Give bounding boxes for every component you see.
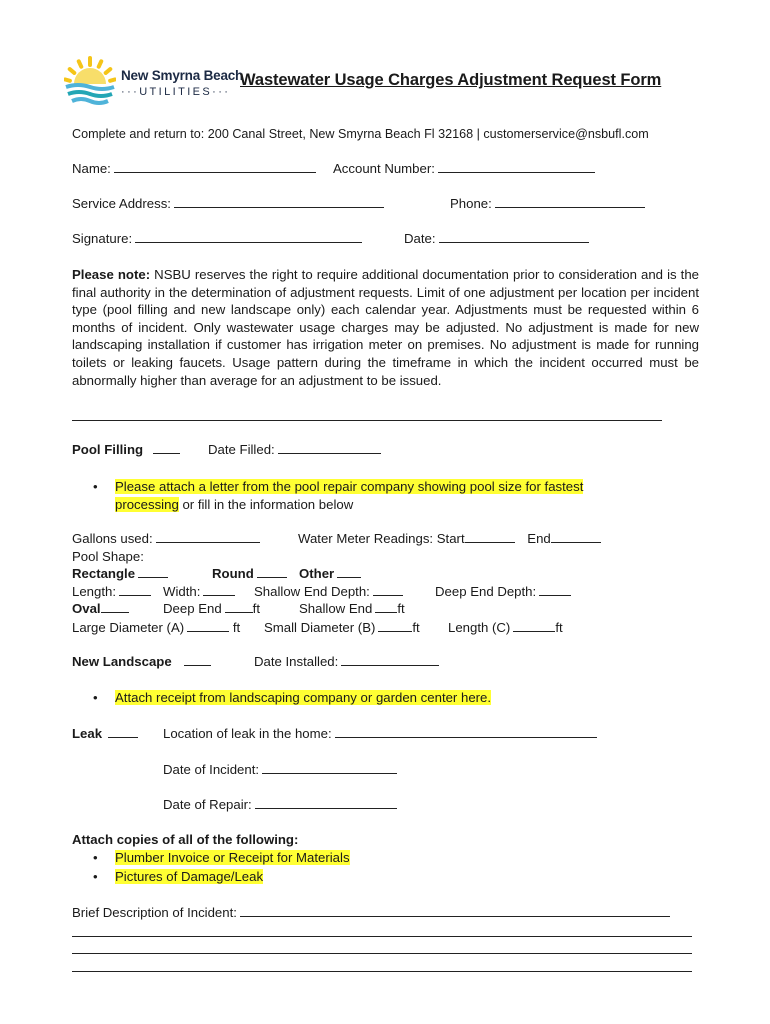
rectangle-label: Rectangle xyxy=(72,566,136,581)
date-filled-label: Date Filled: xyxy=(208,442,275,457)
round-label: Round xyxy=(212,566,254,581)
date-label: Date: xyxy=(404,231,436,246)
date-field[interactable] xyxy=(404,231,589,246)
gallons-used-label: Gallons used: xyxy=(72,531,153,546)
pool-filling-checkbox[interactable] xyxy=(72,442,180,457)
ft-unit: ft xyxy=(252,601,260,616)
date-filled-field[interactable] xyxy=(208,442,381,457)
description-field[interactable] xyxy=(72,905,670,920)
oval-deep-end-label: Deep End xyxy=(163,601,222,616)
nsbu-logo xyxy=(64,54,244,110)
signature-label: Signature: xyxy=(72,231,133,246)
gallons-used-field[interactable] xyxy=(72,531,260,546)
name-field[interactable] xyxy=(72,161,316,176)
shallow-end-depth-field[interactable] xyxy=(254,584,403,599)
meter-readings-field[interactable] xyxy=(298,531,601,546)
meter-start-label: Water Meter Readings: Start xyxy=(298,531,465,546)
separator-line xyxy=(72,420,662,421)
description-line-4[interactable] xyxy=(72,971,692,972)
new-landscape-heading: New Landscape xyxy=(72,654,172,669)
leak-location-label: Location of leak in the home: xyxy=(163,726,332,741)
length-c-label: Length (C) xyxy=(448,620,511,635)
large-diameter-field[interactable] xyxy=(72,620,240,635)
account-number-field[interactable] xyxy=(333,161,595,176)
deep-end-depth-field[interactable] xyxy=(435,584,571,599)
attach-item-invoice xyxy=(93,850,350,865)
name-label: Name: xyxy=(72,161,111,176)
service-address-field[interactable] xyxy=(72,196,384,211)
bullet-icon: • xyxy=(93,850,98,865)
length-c-field[interactable] xyxy=(448,620,563,635)
repair-date-field[interactable] xyxy=(163,797,397,812)
return-instructions: Complete and return to: 200 Canal Street, New Smyrna Beach Fl 32168 | customerservice@nsbufl.com xyxy=(72,127,649,141)
shallow-end-depth-label: Shallow End Depth: xyxy=(254,584,370,599)
sun-wave-logo-icon xyxy=(64,54,116,110)
oval-shallow-end-field[interactable] xyxy=(299,601,405,616)
pool-shape-label: Pool Shape: xyxy=(72,549,144,564)
repair-date-label: Date of Repair: xyxy=(163,797,252,812)
attach-item-text: Pictures of Damage/Leak xyxy=(115,869,264,884)
description-line-2[interactable] xyxy=(72,936,692,937)
large-diameter-label: Large Diameter (A) xyxy=(72,620,185,635)
incident-date-label: Date of Incident: xyxy=(163,762,260,777)
small-diameter-label: Small Diameter (B) xyxy=(264,620,376,635)
form-title: Wastewater Usage Charges Adjustment Request Form xyxy=(240,71,662,89)
please-note-text: NSBU reserves the right to require additional documentation prior to consideration and is the final authority in the determination of adjustment requests. Limit of one adjustment per location per incident type (pool filling and new landscape only) each calendar year. Adjustments must be requested within 6 months of incident. Only wastewater usage charges may be adjusted. No adjustment is made for new landscaping installation if customer has irrigation meter on premises. No adjustment is made for running toilets or leaking faucets. Usage pattern during the timeframe in which the incident occurred must be abnormally higher than average for an adjustment to be issued. xyxy=(72,267,699,388)
other-label: Other xyxy=(299,566,335,581)
other-option[interactable] xyxy=(299,566,361,581)
leak-location-field[interactable] xyxy=(163,726,597,741)
attach-item-pictures xyxy=(93,869,263,884)
pool-bullet xyxy=(93,478,583,514)
bullet-icon: • xyxy=(93,690,98,705)
pool-bullet-highlight: Please attach a letter from the pool repair company showing pool size for fastest xyxy=(115,479,584,494)
oval-deep-end-field[interactable] xyxy=(163,601,260,616)
rectangle-option[interactable] xyxy=(72,566,168,581)
length-field[interactable] xyxy=(72,584,151,599)
leak-heading: Leak xyxy=(72,726,103,741)
oval-option[interactable] xyxy=(72,601,129,616)
bullet-icon: • xyxy=(93,479,98,494)
please-note-label: Please note: xyxy=(72,267,151,282)
round-option[interactable] xyxy=(212,566,287,581)
description-label: Brief Description of Incident: xyxy=(72,905,237,920)
landscape-bullet-text: Attach receipt from landscaping company or garden center here. xyxy=(115,690,492,705)
phone-field[interactable] xyxy=(450,196,645,211)
please-note-paragraph xyxy=(72,266,699,389)
deep-end-depth-label: Deep End Depth: xyxy=(435,584,537,599)
logo-utilities: ···UTILITIES··· xyxy=(121,86,231,98)
width-field[interactable] xyxy=(163,584,235,599)
pool-filling-heading: Pool Filling xyxy=(72,442,144,457)
bullet-icon: • xyxy=(93,869,98,884)
leak-checkbox[interactable] xyxy=(72,726,138,741)
logo-name: New Smyrna Beach xyxy=(121,68,244,83)
account-number-label: Account Number: xyxy=(333,161,435,176)
service-address-label: Service Address: xyxy=(72,196,171,211)
date-installed-field[interactable] xyxy=(254,654,439,669)
oval-shallow-end-label: Shallow End xyxy=(299,601,373,616)
attach-item-text: Plumber Invoice or Receipt for Materials xyxy=(115,850,350,865)
ft-unit: ft xyxy=(555,620,563,635)
date-installed-label: Date Installed: xyxy=(254,654,339,669)
length-label: Length: xyxy=(72,584,116,599)
meter-end-label: End xyxy=(527,531,551,546)
ft-unit: ft xyxy=(232,620,241,635)
pool-bullet-highlight-2: processing xyxy=(115,497,179,512)
phone-label: Phone: xyxy=(450,196,492,211)
pool-bullet-rest: or fill in the information below xyxy=(178,497,354,512)
small-diameter-field[interactable] xyxy=(264,620,420,635)
landscape-bullet xyxy=(93,690,491,705)
incident-date-field[interactable] xyxy=(163,762,397,777)
oval-label: Oval xyxy=(72,601,101,616)
width-label: Width: xyxy=(163,584,201,599)
signature-field[interactable] xyxy=(72,231,362,246)
ft-unit: ft xyxy=(397,601,405,616)
description-line-3[interactable] xyxy=(72,953,692,954)
attach-copies-heading: Attach copies of all of the following: xyxy=(72,832,299,847)
ft-unit: ft xyxy=(412,620,420,635)
new-landscape-checkbox[interactable] xyxy=(72,654,211,669)
